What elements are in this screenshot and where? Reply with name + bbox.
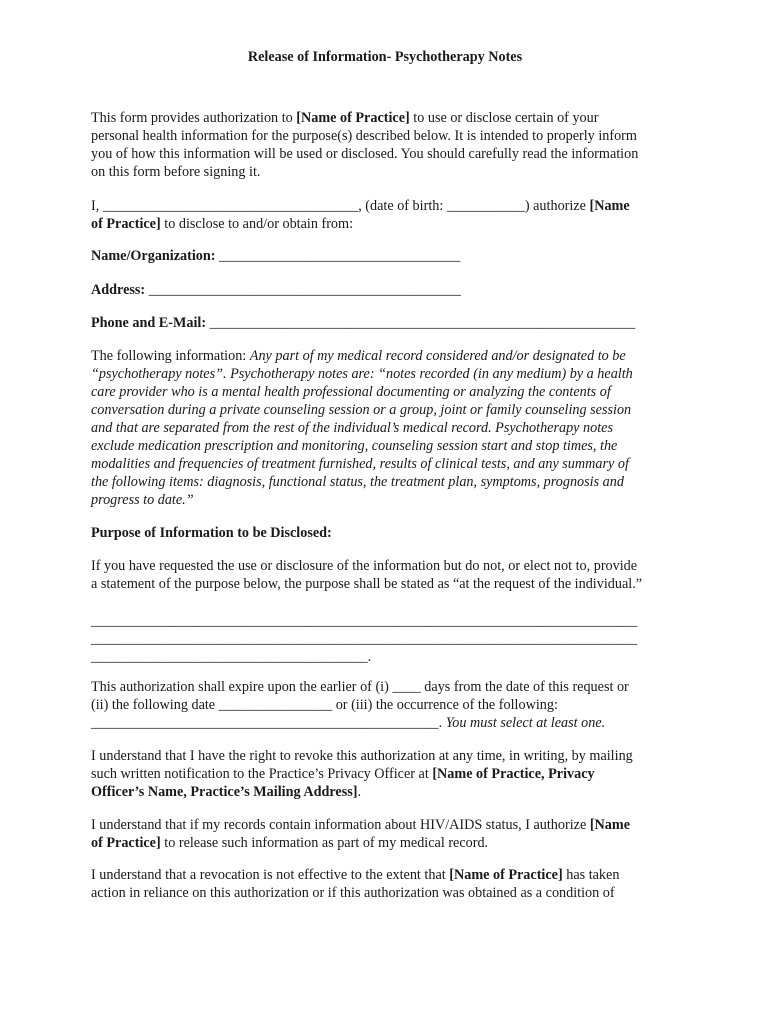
revocation-line: action in reliance on this authorization or if this authorization was obtained as a condition of (91, 885, 615, 901)
purpose-heading (91, 524, 691, 542)
expiration-paragraph (91, 678, 691, 732)
revoke-text: such written notification to the Practice’s Privacy Officer at (91, 766, 433, 782)
authorize-line (91, 197, 691, 215)
following-information-paragraph (91, 347, 691, 509)
practice-name-placeholder: of Practice] (91, 216, 161, 232)
intro-line (91, 109, 691, 127)
hiv-line (91, 834, 691, 852)
authorize-text: to disclose to and/or obtain from: (160, 216, 354, 232)
revocation-line (91, 866, 691, 884)
purpose-blank-line[interactable]: _______________________________________. (91, 649, 372, 665)
hiv-text: to release such information as part of my medical record. (160, 835, 489, 851)
address-field[interactable] (91, 281, 691, 299)
purpose-blank-line[interactable]: _____________________________________________________________________________ (91, 631, 638, 647)
address-label: Address: (91, 282, 146, 298)
expiration-line: This authorization shall expire upon the earlier of (i) ____ days from the date of this request or (91, 679, 629, 695)
revoke-paragraph (91, 747, 691, 801)
authorize-paragraph (91, 197, 691, 233)
purpose-blank-line[interactable]: _____________________________________________________________________________ (91, 613, 638, 629)
expiration-line (91, 714, 691, 732)
following-italic-text: care provider who is a mental health professional documenting or analyzing the contents of (91, 384, 611, 400)
authorize-text: I, ____________________________________, (date of birth: ___________) authorize (91, 198, 590, 214)
following-italic-text: modalities and frequencies of treatment furnished, results of clinical tests, and any summary of (91, 456, 629, 472)
intro-text: to use or disclose certain of your (409, 110, 599, 126)
name-organization-line[interactable]: __________________________________ (215, 248, 461, 264)
phone-email-label: Phone and E-Mail: (91, 315, 207, 331)
privacy-officer-placeholder: Officer’s Name, Practice’s Mailing Address] (91, 784, 358, 800)
following-italic-text: conversation during a private counseling session or a group, joint or family counseling session (91, 402, 632, 418)
intro-paragraph (91, 109, 691, 181)
following-italic-text: exclude medication prescription and monitoring, counseling session start and stop times, the (91, 438, 618, 454)
following-italic-text: and that are separated from the rest of the individual’s medical record. Psychotherapy notes (91, 420, 613, 436)
revocation-text: I understand that a revocation is not effective to the extent that (91, 867, 450, 883)
revoke-line (91, 783, 691, 801)
phone-email-line[interactable]: ____________________________________________________________ (206, 315, 636, 331)
revocation-text: has taken (562, 867, 620, 883)
following-italic-text: “psychotherapy notes”. Psychotherapy notes are: “notes recorded (in any medium) by a health (91, 366, 633, 382)
practice-name-placeholder: [Name (589, 817, 630, 833)
name-organization-field[interactable] (91, 247, 691, 265)
hiv-line (91, 816, 691, 834)
expiration-blank-line[interactable]: _________________________________________________. (91, 715, 446, 731)
practice-name-placeholder: [Name of Practice] (296, 110, 410, 126)
revoke-line (91, 765, 691, 783)
following-italic-text: Any part of my medical record considered and/or designated to be (249, 348, 626, 364)
authorize-line (91, 215, 691, 233)
privacy-officer-placeholder: [Name of Practice, Privacy (432, 766, 595, 782)
intro-text: This form provides authorization to (91, 110, 297, 126)
purpose-blank-lines[interactable] (91, 612, 691, 666)
intro-line: personal health information for the purpose(s) described below. It is intended to properly inform (91, 128, 637, 144)
following-text: The following information: (91, 348, 250, 364)
revoke-text: . (357, 784, 362, 800)
intro-line: on this form before signing it. (91, 164, 261, 180)
purpose-heading-text: Purpose of Information to be Disclosed: (91, 525, 332, 541)
following-line (91, 347, 691, 365)
following-italic-text: progress to date.” (91, 492, 194, 508)
page-title: Release of Information- Psychotherapy Notes (247, 49, 523, 65)
purpose-line: If you have requested the use or disclosure of the information but do not, or elect not to, provide (91, 558, 638, 574)
address-line[interactable]: ____________________________________________ (145, 282, 461, 298)
practice-name-placeholder: of Practice] (91, 835, 161, 851)
revocation-paragraph (91, 866, 691, 902)
following-italic-text: the following items: diagnosis, functional status, the treatment plan, symptoms, prognosis and (91, 474, 624, 490)
expiration-line: (ii) the following date ________________ or (iii) the occurrence of the following: (91, 697, 558, 713)
practice-name-placeholder: [Name of Practice] (449, 867, 563, 883)
purpose-paragraph (91, 557, 691, 593)
purpose-line: a statement of the purpose below, the purpose shall be stated as “at the request of the individual.” (91, 576, 643, 592)
name-organization-label: Name/Organization: (91, 248, 216, 264)
practice-name-placeholder: [Name (589, 198, 630, 214)
select-one-note: You must select at least one. (445, 715, 606, 731)
hiv-paragraph (91, 816, 691, 852)
intro-line: you of how this information will be used or disclosed. You should carefully read the information (91, 146, 639, 162)
revoke-line: I understand that I have the right to revoke this authorization at any time, in writing, by mailing (91, 748, 633, 764)
phone-email-field[interactable] (91, 314, 691, 332)
hiv-text: I understand that if my records contain information about HIV/AIDS status, I authorize (91, 817, 590, 833)
